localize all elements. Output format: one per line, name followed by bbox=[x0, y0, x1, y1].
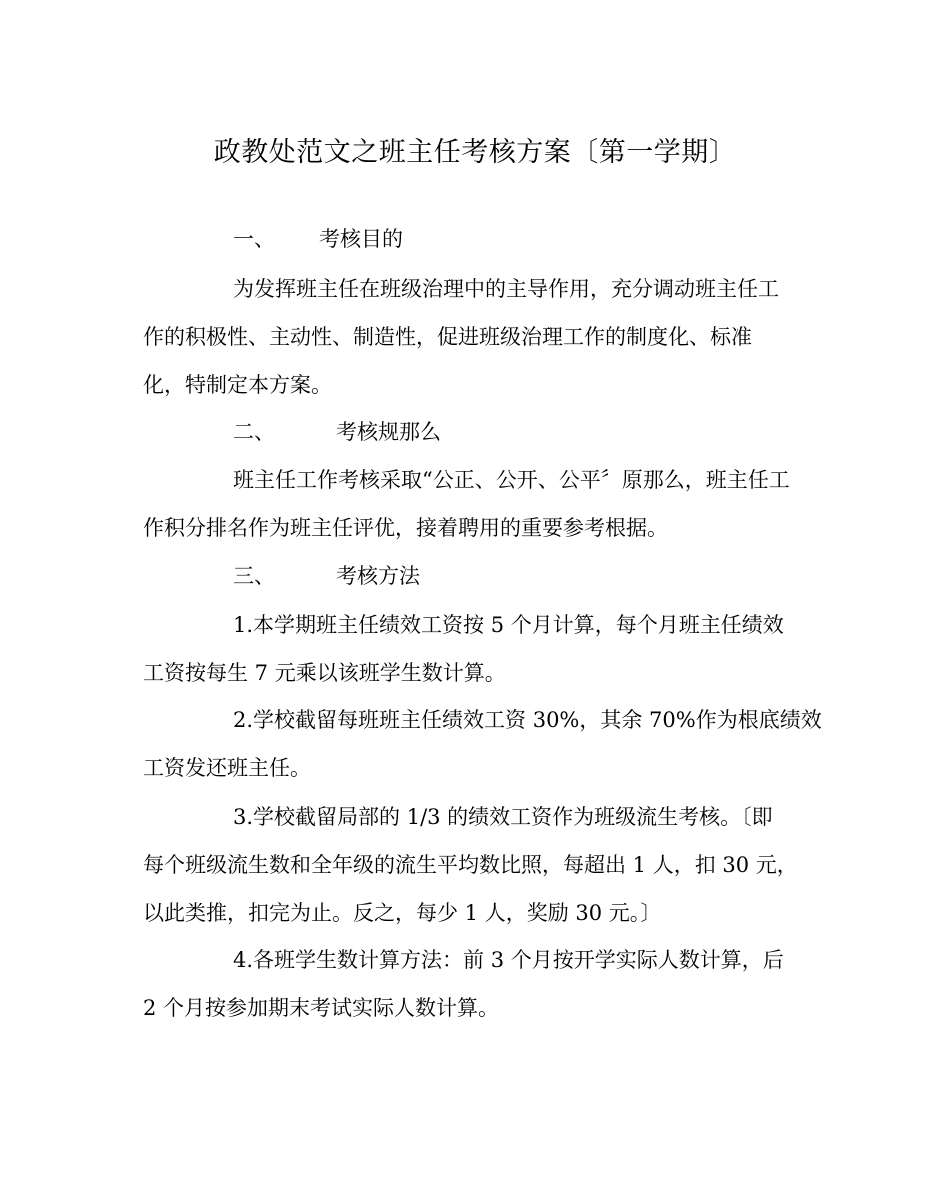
section-heading bbox=[143, 214, 811, 264]
paragraph-line: 以此类推，扣完为止。反之，每少 1 人，奖励 30 元。〕 bbox=[143, 901, 662, 925]
paragraph-line: 3.学校截留局部的 1/3 的绩效工资作为班级流生考核。〔即 bbox=[233, 805, 773, 829]
paragraph-line: 1.本学期班主任绩效工资按 5 个月计算，每个月班主任绩效 bbox=[233, 613, 784, 637]
section-heading bbox=[143, 407, 811, 457]
paragraph-line: 为发挥班主任在班级治理中的主导作用，充分调动班主任工 bbox=[233, 277, 779, 301]
section-label: 考核规那么 bbox=[336, 420, 441, 444]
paragraph-line: 2 个月按参加期末考试实际人数计算。 bbox=[143, 996, 500, 1020]
paragraph-line: 作的积极性、主动性、制造性，促进班级治理工作的制度化、标准 bbox=[143, 325, 752, 349]
section-heading bbox=[143, 551, 811, 601]
section-number: 二、 bbox=[233, 420, 275, 444]
document-title: 政教处范文之班主任考核方案〔第一学期〕 bbox=[213, 137, 737, 168]
section-label: 考核目的 bbox=[319, 227, 403, 251]
section-number: 三、 bbox=[233, 564, 275, 588]
paragraph-line: 每个班级流生数和全年级的流生平均数比照，每超出 1 人，扣 30 元， bbox=[143, 853, 798, 877]
section-number: 一、 bbox=[233, 227, 275, 251]
paragraph-line: 工资按每生 7 元乘以该班学生数计算。 bbox=[143, 661, 506, 685]
paragraph-line: 工资发还班主任。 bbox=[143, 756, 311, 780]
paragraph-line: 作积分排名作为班主任评优，接着聘用的重要参考根据。 bbox=[143, 516, 668, 540]
paragraph-line: 2.学校截留每班班主任绩效工资 30%，其余 70%作为根底绩效 bbox=[233, 708, 822, 732]
paragraph-line: 化，特制定本方案。 bbox=[143, 373, 332, 397]
paragraph-line: 4.各班学生数计算方法：前 3 个月按开学实际人数计算，后 bbox=[233, 948, 784, 972]
paragraph-line: 班主任工作考核采取“公正、公开、公平〞原那么，班主任工 bbox=[233, 468, 790, 492]
section-label: 考核方法 bbox=[336, 564, 420, 588]
